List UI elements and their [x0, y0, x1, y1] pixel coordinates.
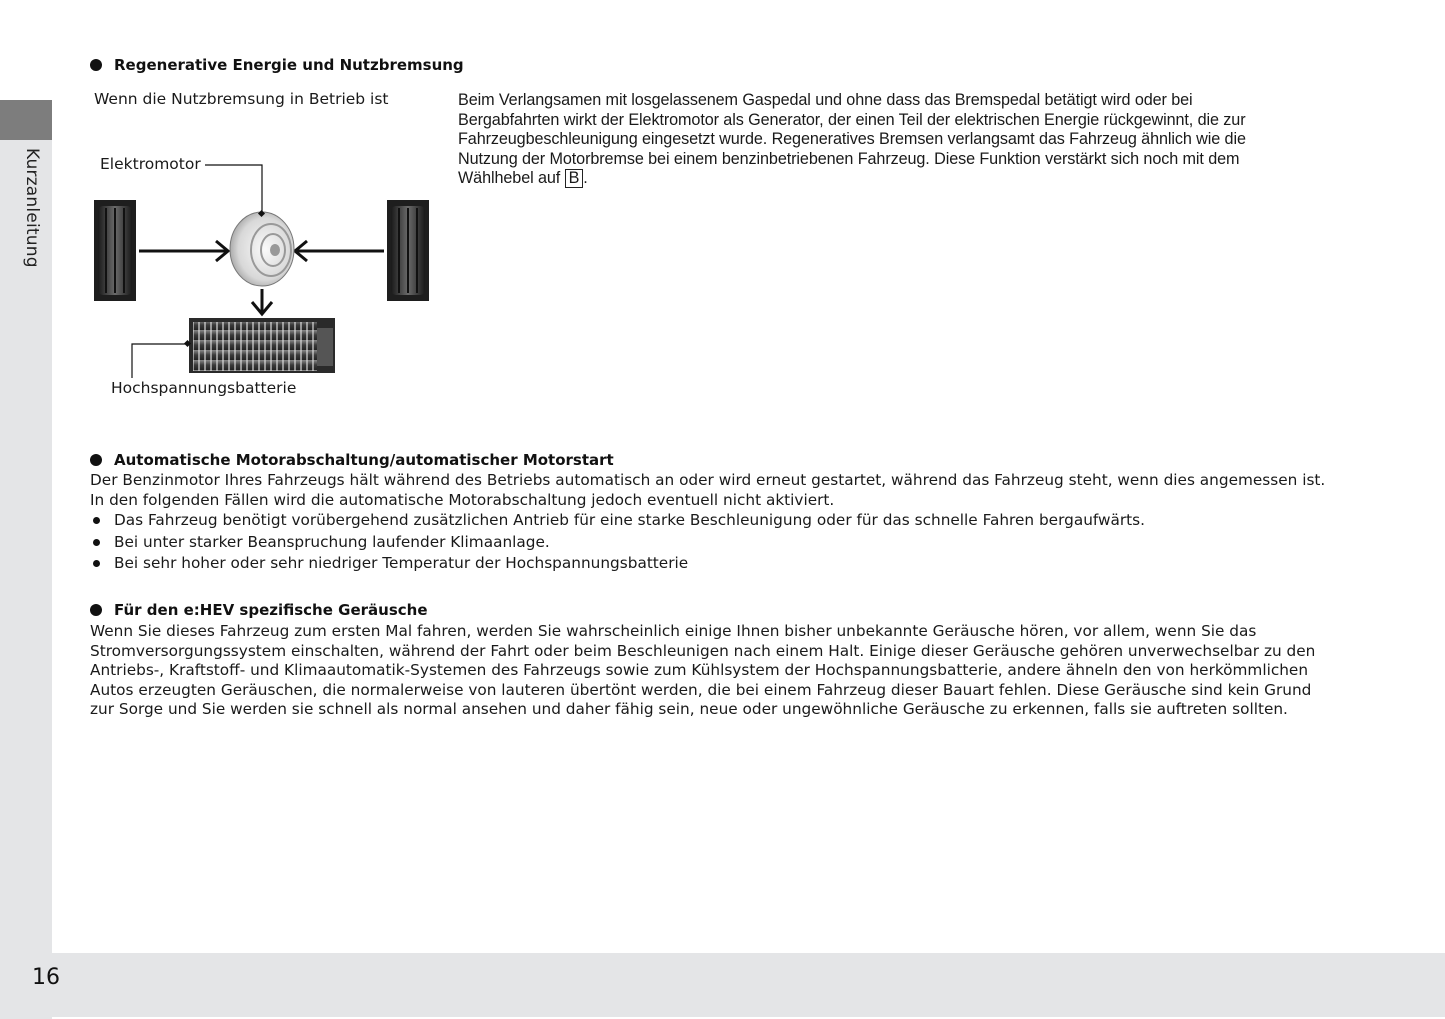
- heading-text: Automatische Motorabschaltung/automatischer Motorstart: [114, 451, 614, 469]
- battery-leader-line: [132, 344, 188, 378]
- electric-motor-icon: [230, 212, 294, 286]
- bullet-dot-icon: [90, 604, 102, 616]
- page-number: 16: [32, 965, 60, 990]
- ehev-sounds-description: [90, 622, 1315, 720]
- section-heading-ehev-sounds: [90, 601, 428, 619]
- text-line: Beim Verlangsamen mit losgelassenem Gaspedal und ohne dass das Bremspedal betätigt wird oder bei: [458, 91, 1193, 109]
- text-line: [458, 169, 1246, 189]
- section-heading-regenerative: [90, 56, 464, 74]
- motor-label: Elektromotor: [100, 155, 201, 173]
- auto-stop-conditions-list: [90, 511, 1325, 576]
- diagram-caption: Wenn die Nutzbremsung in Betrieb ist: [94, 90, 389, 108]
- text-line: Fahrzeugbeschleunigung eingesetzt wurde. Regeneratives Bremsen verlangsamt das Fahrzeug ähnlich wie die: [458, 130, 1246, 149]
- regen-diagram-graphic: [90, 150, 440, 400]
- auto-stop-description: [90, 471, 1325, 576]
- text-line: Bergabfahrten wirkt der Elektromotor als Generator, der einen Teil der elektrischen Energie rückgewinnt, die zur: [458, 110, 1246, 129]
- bullet-dot-icon: [90, 454, 102, 466]
- text-line: Antriebs-, Kraftstoff- und Klimaautomatik-Systemen des Fahrzeugs sowie zum Kühlsystem der Hochspannungsbatterie, andere ähneln den von herkömmlichen: [90, 661, 1309, 680]
- text-fragment: Wählhebel auf: [458, 169, 565, 188]
- heading-text: Für den e:HEV spezifische Geräusche: [114, 601, 428, 619]
- text-line: Der Benzinmotor Ihres Fahrzeugs hält während des Betriebs automatisch an oder wird erneut gestartet, während das Fahrzeug steht, wenn dies angemessen ist.: [90, 471, 1326, 489]
- text-line: Wenn Sie dieses Fahrzeug zum ersten Mal fahren, werden Sie wahrscheinlich einige Ihnen bisher unbekannte Geräusche hören, vor allem, wenn Sie das: [90, 622, 1257, 640]
- right-wheel-icon: [387, 200, 429, 301]
- text-line: Nutzung der Motorbremse bei einem benzinbetriebenen Fahrzeug. Diese Funktion verstärkt sich noch mit dem: [458, 149, 1240, 168]
- sidebar-section-tab[interactable]: [0, 100, 52, 140]
- gear-b-symbol: B: [565, 169, 584, 188]
- text-line: zur Sorge und Sie werden sie schnell als normal ansehen und daher fähig sein, neue oder ungewöhnliche Geräusche zu erkennen, falls sie auftreten sollten.: [90, 700, 1288, 719]
- regen-description: [458, 91, 1246, 189]
- high-voltage-battery-icon: [189, 318, 335, 373]
- section-heading-auto-stop: [90, 451, 614, 469]
- bullet-dot-icon: [90, 59, 102, 71]
- sidebar-top-blank: [0, 0, 52, 100]
- list-item: Bei sehr hoher oder sehr niedriger Temperatur der Hochspannungsbatterie: [90, 554, 1325, 576]
- text-line: Autos erzeugten Geräuschen, die normalerweise von lauteren übertönt werden, die bei einem Fahrzeug dieser Bauart fehlen. Diese Geräusche sind kein Grund: [90, 680, 1312, 699]
- regen-braking-diagram: [90, 150, 440, 400]
- left-wheel-icon: [94, 200, 136, 301]
- list-item: Bei unter starker Beanspruchung laufender Klimaanlage.: [90, 533, 1325, 555]
- battery-label: Hochspannungsbatterie: [111, 379, 297, 397]
- page-footer: [0, 953, 1445, 1017]
- text-line: Stromversorgungssystem einschalten, während der Fahrt oder beim Beschleunigen nach einem Halt. Einige dieser Geräusche gehören unverwechselbar zu den: [90, 641, 1316, 660]
- list-item: Das Fahrzeug benötigt vorübergehend zusätzlichen Antrieb für eine starke Beschleunigung oder für das schnelle Fahren bergaufwärts.: [90, 511, 1325, 533]
- sidebar-section-label: Kurzanleitung: [22, 148, 42, 268]
- text-line: In den folgenden Fällen wird die automatische Motorabschaltung jedoch eventuell nicht aktiviert.: [90, 490, 835, 509]
- motor-leader-line: [205, 165, 262, 213]
- heading-text: Regenerative Energie und Nutzbremsung: [114, 56, 464, 74]
- text-fragment: .: [583, 169, 588, 188]
